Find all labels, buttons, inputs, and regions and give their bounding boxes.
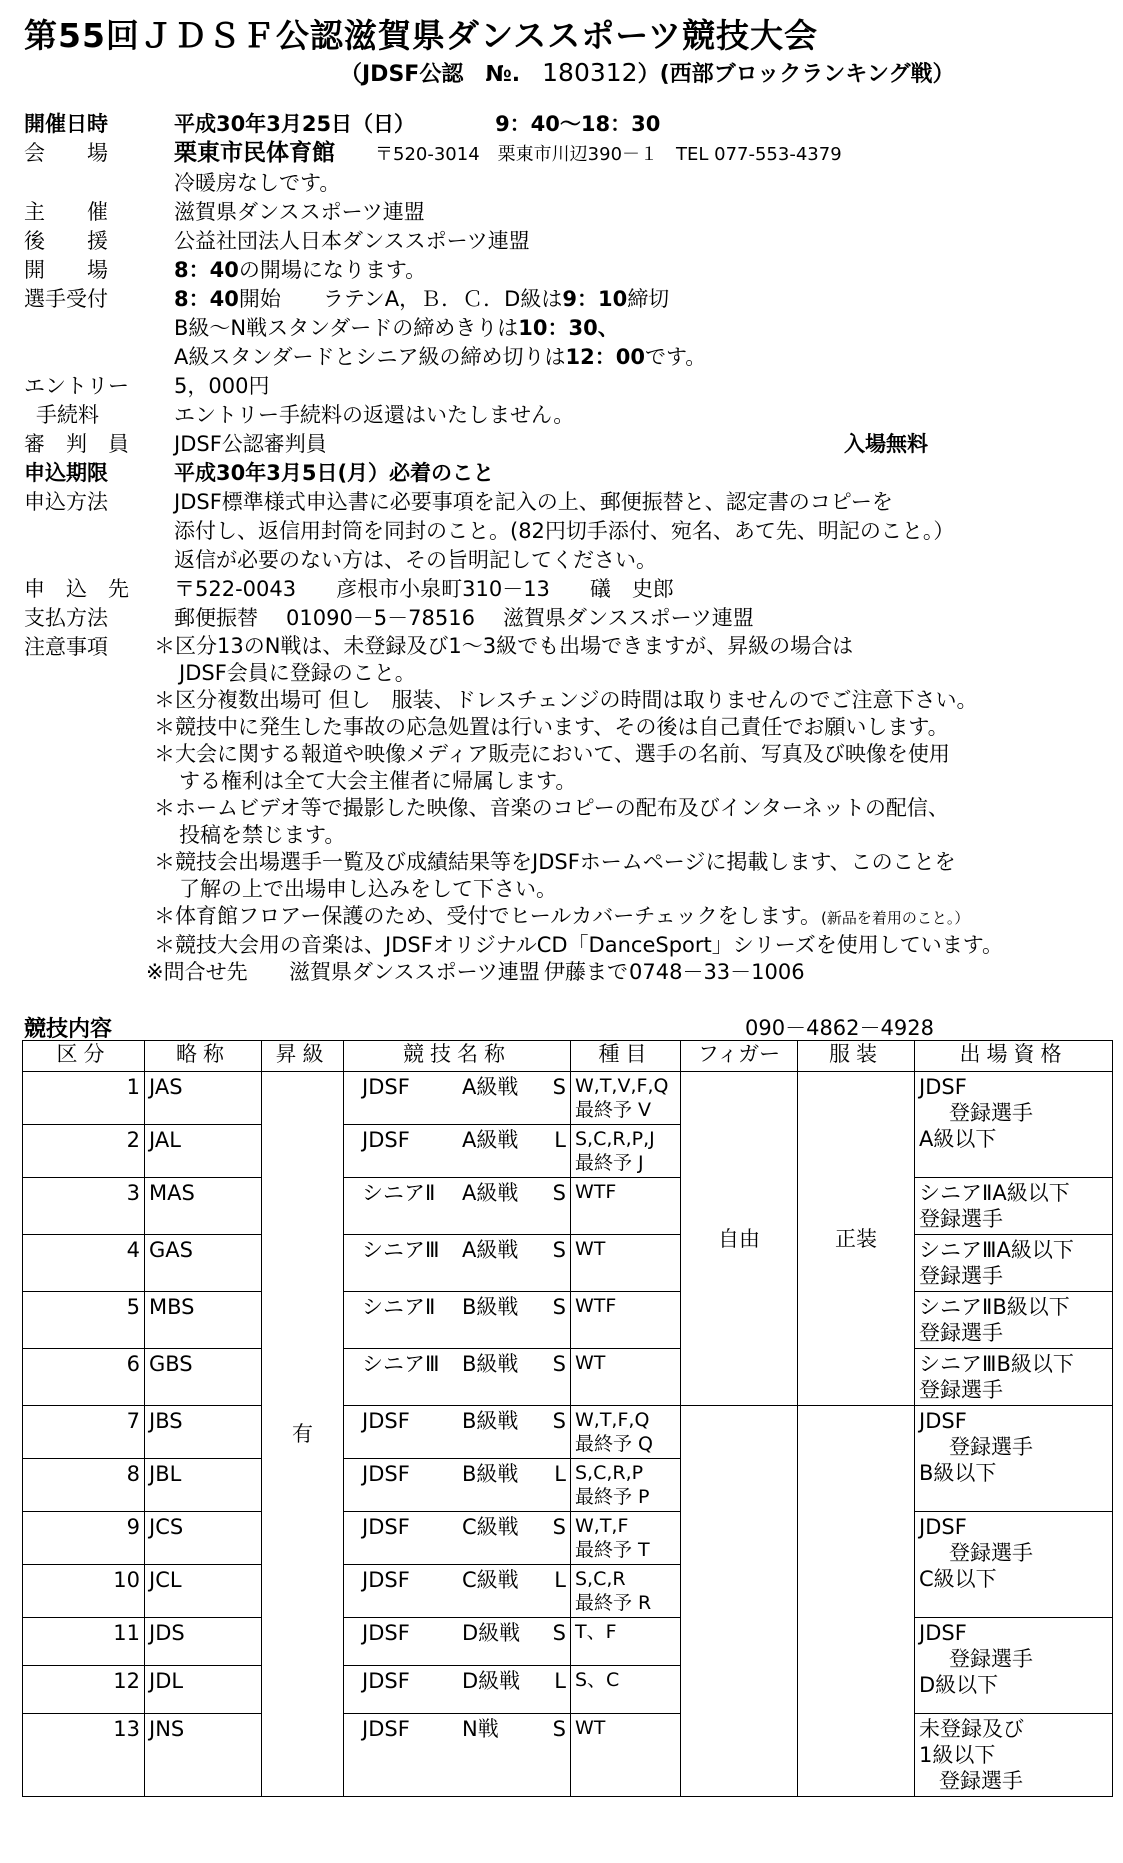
note-continuation: する権利は全て大会主催者に帰属します。 — [179, 769, 577, 793]
event-org: JDSF — [362, 1568, 410, 1592]
column-header: 区分 — [23, 1041, 145, 1072]
method-line1: JDSF標準様式申込書に必要事項を記入の上、郵便振替と、認定書のコピーを — [174, 490, 893, 514]
support-value: 公益社団法人日本ダンススポーツ連盟 — [174, 229, 530, 253]
event-class: D級戦 — [462, 1669, 521, 1693]
column-header: 競技名称 — [344, 1041, 571, 1072]
event-name — [344, 1349, 571, 1406]
event-class: A級戦 — [462, 1128, 519, 1152]
open-time: 8：40 — [174, 258, 239, 282]
dances-cell — [571, 1072, 681, 1125]
event-org: シニアⅢ — [362, 1238, 440, 1262]
qualification-line: シニアⅢA級以下 — [919, 1238, 1074, 1262]
event-org: JDSF — [362, 1462, 410, 1486]
dances-cell — [571, 1618, 681, 1666]
event-style: S — [552, 1717, 566, 1741]
qualification-line: 登録選手 — [919, 1264, 1003, 1288]
method-line3: 返信が必要のない方は、その旨明記してください。 — [174, 548, 657, 572]
event-style: L — [554, 1128, 566, 1152]
abbreviation: GBS — [145, 1349, 262, 1406]
entry-fee: 5，000円 — [174, 374, 270, 398]
qualification-line: 1級以下 — [919, 1743, 996, 1767]
figure-cell-blank — [681, 1406, 798, 1797]
event-class: C級戦 — [462, 1515, 519, 1539]
qualification-line: 登録選手 — [919, 1207, 1003, 1231]
qualification-line: B級以下 — [919, 1461, 997, 1485]
judge-row — [24, 430, 1114, 459]
deadline-label: 申込期限 — [24, 461, 108, 485]
abbreviation: JCS — [145, 1512, 262, 1565]
section-title: 競技内容 — [24, 1017, 113, 1042]
address-label: 申 込 先 — [24, 577, 129, 601]
dances: WT — [575, 1717, 606, 1739]
qualification-line: 未登録及び — [919, 1717, 1024, 1741]
dances-cell — [571, 1406, 681, 1459]
reception-label: 選手受付 — [24, 287, 108, 311]
payment-name: 滋賀県ダンススポーツ連盟 — [502, 606, 754, 630]
support-row — [24, 227, 1114, 256]
dances: WT — [575, 1352, 606, 1374]
address-zip: 〒522-0043 — [174, 577, 297, 601]
final-dance: 最終予 R — [575, 1592, 652, 1614]
notes-row — [24, 633, 1114, 986]
qualification-line: 登録選手 — [949, 1647, 1033, 1671]
note-item — [154, 633, 1114, 660]
note-item — [154, 795, 1114, 822]
deadline-value: 平成30年3月5日(月）必着のこと — [174, 461, 495, 485]
note-item — [154, 714, 1114, 741]
column-header: フィガー — [681, 1041, 798, 1072]
event-org: JDSF — [362, 1128, 410, 1152]
table-row — [23, 1072, 1113, 1125]
venue-note: 冷暖房なしです。 — [174, 171, 341, 195]
dances: S、C — [575, 1669, 620, 1691]
dances-cell — [571, 1292, 681, 1349]
column-header: 種目 — [571, 1041, 681, 1072]
event-class: A級戦 — [462, 1181, 519, 1205]
entry-sub-label: 手続料 — [36, 403, 99, 427]
dances: W,T,F,Q — [575, 1409, 650, 1431]
method-row — [24, 488, 1114, 517]
dances: S,C,R,P,J — [575, 1128, 655, 1150]
note-text: ＊競技会出場選手一覧及び成績結果等をJDSFホームページに掲載します、このことを — [154, 850, 956, 874]
category-number: 7 — [23, 1406, 145, 1459]
contact-row — [146, 959, 1114, 986]
reception-line2-text: B級～N戦スタンダードの締めきりは — [174, 316, 519, 340]
host-value: 滋賀県ダンススポーツ連盟 — [174, 200, 425, 224]
dances-cell — [571, 1235, 681, 1292]
deadline-row — [24, 459, 1114, 488]
subtitle-prefix: （JDSF公認 №. — [340, 62, 543, 87]
date-value: 平成30年3月25日（日） — [174, 112, 416, 136]
event-name — [344, 1512, 571, 1565]
contact-org: 滋賀県ダンススポーツ連盟 — [289, 960, 540, 984]
event-name — [344, 1565, 571, 1618]
approval-number: 180312 — [542, 58, 638, 87]
qualification-cell — [915, 1512, 1113, 1618]
column-header: 略称 — [145, 1041, 262, 1072]
table-row — [23, 1178, 1113, 1235]
event-style: L — [554, 1462, 566, 1486]
dances-cell — [571, 1512, 681, 1565]
final-dance: 最終予 P — [575, 1486, 650, 1508]
abbreviation: JBL — [145, 1459, 262, 1512]
qualification-cell — [915, 1235, 1113, 1292]
note-text: ＊体育館フロアー保護のため、受付でヒールカバーチェックをします。 — [154, 904, 821, 928]
note-text: ＊競技大会用の音楽は、JDSFオリジナルCD「DanceSport」シリーズを使用しています。 — [154, 933, 1004, 957]
qualification-cell — [915, 1618, 1113, 1714]
event-org: JDSF — [362, 1717, 410, 1741]
abbreviation: JDL — [145, 1666, 262, 1714]
event-class: B級戦 — [462, 1352, 519, 1376]
table-row — [23, 1512, 1113, 1565]
qualification-line: シニアⅡB級以下 — [919, 1295, 1070, 1319]
note-continuation: 投稿を禁じます。 — [179, 823, 346, 847]
event-style: S — [552, 1352, 566, 1376]
event-name — [344, 1406, 571, 1459]
abbreviation: JAS — [145, 1072, 262, 1125]
payment-row — [24, 604, 1114, 633]
subtitle-suffix: ）(西部ブロックランキング戦） — [637, 62, 955, 87]
abbreviation: MAS — [145, 1178, 262, 1235]
judge-value: JDSF公認審判員 — [174, 432, 327, 456]
category-number: 9 — [23, 1512, 145, 1565]
dances-cell — [571, 1459, 681, 1512]
qualification-line: C級以下 — [919, 1567, 997, 1591]
event-org: JDSF — [362, 1515, 410, 1539]
event-name — [344, 1459, 571, 1512]
event-class: C級戦 — [462, 1568, 519, 1592]
qualification-line: 登録選手 — [949, 1435, 1033, 1459]
dances: S,C,R — [575, 1568, 626, 1590]
reception-line1-end: 締切 — [627, 287, 670, 311]
method-line2: 添付し、返信用封筒を同封のこと。(82円切手添付、宛名、あて先、明記のこと。） — [174, 519, 955, 543]
dances-cell — [571, 1714, 681, 1797]
event-style: S — [552, 1621, 566, 1645]
final-dance: 最終予 Q — [575, 1433, 653, 1455]
column-header: 服装 — [798, 1041, 915, 1072]
contact-prefix: ※問合せ先 — [146, 960, 248, 984]
note-text: ＊大会に関する報道や映像メディア販売において、選手の名前、写真及び映像を使用 — [154, 742, 950, 766]
reception-standard-deadline: 10：30、 — [518, 316, 619, 340]
qualification-line: シニアⅢB級以下 — [919, 1352, 1074, 1376]
note-item — [154, 903, 1114, 932]
entry-label: エントリー — [24, 374, 129, 398]
dances: S,C,R,P — [575, 1462, 644, 1484]
venue-row — [24, 139, 1114, 169]
promotion-cell: 有 — [262, 1072, 344, 1797]
event-name — [344, 1292, 571, 1349]
qualification-cell — [915, 1349, 1113, 1406]
page-subtitle — [340, 57, 955, 88]
table-row — [23, 1406, 1113, 1459]
final-dance: 最終予 V — [575, 1099, 652, 1121]
dances: T、F — [575, 1621, 617, 1643]
qualification-line: 登録選手 — [949, 1101, 1033, 1125]
note-item — [154, 687, 1114, 714]
event-class: A級戦 — [462, 1238, 519, 1262]
qualification-line: 登録選手 — [919, 1321, 1003, 1345]
category-number: 13 — [23, 1714, 145, 1797]
host-row — [24, 198, 1114, 227]
note-text: ＊ホームビデオ等で撮影した映像、音楽のコピーの配布及びインターネットの配信、 — [154, 796, 949, 820]
note-text: ＊区分13のN戦は、未登録及び1～3級でも出場できますが、昇級の場合は — [154, 634, 854, 658]
abbreviation: JBS — [145, 1406, 262, 1459]
qualification-line: D級以下 — [919, 1673, 999, 1697]
method-label: 申込方法 — [24, 490, 108, 514]
final-dance: 最終予 T — [575, 1539, 650, 1561]
category-number: 3 — [23, 1178, 145, 1235]
dances: W,T,V,F,Q — [575, 1075, 669, 1097]
competition-table — [22, 1040, 1113, 1797]
event-name — [344, 1666, 571, 1714]
dances-cell — [571, 1565, 681, 1618]
venue-label: 会 場 — [24, 141, 108, 165]
qualification-line: シニアⅡA級以下 — [919, 1181, 1070, 1205]
figure-cell: 自由 — [681, 1072, 798, 1406]
event-class: D級戦 — [462, 1621, 521, 1645]
qualification-line: 登録選手 — [939, 1769, 1023, 1793]
category-number: 1 — [23, 1072, 145, 1125]
notes-label: 注意事項 — [24, 635, 108, 659]
note-item — [154, 741, 1114, 768]
category-number: 2 — [23, 1125, 145, 1178]
event-class: N戦 — [462, 1717, 499, 1741]
category-number: 10 — [23, 1565, 145, 1618]
reception-line1-text: 開始 ラテンA，Ｂ．Ｃ．D級は — [238, 287, 563, 311]
event-org: シニアⅡ — [362, 1181, 436, 1205]
reception-latin-deadline: 9：10 — [562, 287, 628, 311]
category-number: 11 — [23, 1618, 145, 1666]
event-org: シニアⅢ — [362, 1352, 440, 1376]
table-row — [23, 1349, 1113, 1406]
entry-row — [24, 372, 1114, 401]
page-title: 第55回ＪＤＳＦ公認滋賀県ダンススポーツ競技大会 — [24, 16, 818, 55]
venue-name: 栗東市民体育館 — [174, 140, 335, 166]
final-dance: 最終予 J — [575, 1152, 644, 1174]
event-org: JDSF — [362, 1075, 410, 1099]
reception-a-deadline: 12：00 — [565, 345, 645, 369]
payment-type: 郵便振替 — [174, 606, 258, 630]
event-class: B級戦 — [462, 1462, 519, 1486]
event-style: S — [552, 1409, 566, 1433]
dances-cell — [571, 1178, 681, 1235]
event-style: L — [554, 1669, 566, 1693]
event-style: S — [552, 1181, 566, 1205]
event-style: S — [552, 1515, 566, 1539]
open-row — [24, 256, 1114, 285]
qualification-cell — [915, 1292, 1113, 1349]
judge-label: 審 判 員 — [24, 432, 129, 456]
reception-row — [24, 285, 1114, 314]
time-value: 9：40～18：30 — [495, 112, 661, 136]
qualification-cell — [915, 1714, 1113, 1797]
dances: W,T,F — [575, 1515, 629, 1537]
address-name: 礒 史郎 — [589, 577, 674, 601]
qualification-line: 登録選手 — [919, 1378, 1003, 1402]
event-class: B級戦 — [462, 1409, 519, 1433]
payment-account: 01090－5－78516 — [286, 606, 475, 630]
column-header: 出場資格 — [915, 1041, 1113, 1072]
event-style: L — [554, 1568, 566, 1592]
qualification-line: JDSF — [919, 1515, 967, 1539]
admission-free: 入場無料 — [844, 432, 928, 456]
open-label: 開 場 — [24, 258, 108, 282]
event-name — [344, 1178, 571, 1235]
table-row — [23, 1714, 1113, 1797]
qualification-line: JDSF — [919, 1409, 967, 1433]
qualification-cell — [915, 1406, 1113, 1512]
column-header: 昇級 — [262, 1041, 344, 1072]
note-text: ＊競技中に発生した事故の応急処置は行います、その後は自己責任でお願いします。 — [154, 715, 949, 739]
note-small-text: (新品を着用のこと。） — [820, 909, 970, 927]
dances: WT — [575, 1238, 606, 1260]
event-name — [344, 1618, 571, 1666]
event-name — [344, 1714, 571, 1797]
table-row — [23, 1235, 1113, 1292]
abbreviation: JCL — [145, 1565, 262, 1618]
address-value: 彦根市小泉町310－13 — [336, 577, 550, 601]
payment-label: 支払方法 — [24, 606, 108, 630]
contact-person: 伊藤まで — [544, 960, 628, 984]
note-item — [154, 932, 1114, 959]
note-continuation: 了解の上で出場申し込みをして下さい。 — [179, 877, 557, 901]
event-name — [344, 1125, 571, 1178]
qualification-cell — [915, 1072, 1113, 1178]
reception-line3-end: です。 — [644, 345, 707, 369]
reception-start-time: 8：40 — [174, 287, 239, 311]
event-style: S — [552, 1238, 566, 1262]
dances-cell — [571, 1349, 681, 1406]
abbreviation: JAL — [145, 1125, 262, 1178]
abbreviation: JNS — [145, 1714, 262, 1797]
host-label: 主 催 — [24, 200, 108, 224]
notes-list — [146, 633, 1114, 986]
open-text: の開場になります。 — [238, 258, 427, 282]
abbreviation: MBS — [145, 1292, 262, 1349]
event-org: シニアⅡ — [362, 1295, 436, 1319]
abbreviation: GAS — [145, 1235, 262, 1292]
event-name — [344, 1235, 571, 1292]
qualification-line: JDSF — [919, 1621, 967, 1645]
table-row — [23, 1618, 1113, 1666]
contact-tel2: 090－4862－4928 — [745, 1016, 934, 1040]
event-org: JDSF — [362, 1409, 410, 1433]
address-row — [24, 575, 1114, 604]
event-org: JDSF — [362, 1669, 410, 1693]
table-header — [23, 1041, 1113, 1072]
reception-line3-text: A級スタンダードとシニア級の締め切りは — [174, 345, 566, 369]
dress-cell: 正装 — [798, 1072, 915, 1406]
note-item — [154, 849, 1114, 876]
event-style: S — [552, 1295, 566, 1319]
category-number: 8 — [23, 1459, 145, 1512]
event-name — [344, 1072, 571, 1125]
category-number: 6 — [23, 1349, 145, 1406]
event-org: JDSF — [362, 1621, 410, 1645]
qualification-line: JDSF — [919, 1075, 967, 1099]
category-number: 4 — [23, 1235, 145, 1292]
entry-note: エントリー手続料の返還はいたしません。 — [174, 403, 575, 427]
abbreviation: JDS — [145, 1618, 262, 1666]
note-continuation: JDSF会員に登録のこと。 — [179, 661, 416, 685]
event-class: A級戦 — [462, 1075, 519, 1099]
dress-cell-blank — [798, 1406, 915, 1797]
dances: WTF — [575, 1295, 617, 1317]
venue-address: 〒520-3014 栗東市川辺390－１ TEL 077-553-4379 — [375, 144, 842, 165]
qualification-line: A級以下 — [919, 1127, 997, 1151]
support-label: 後 援 — [24, 229, 108, 253]
dances-cell — [571, 1125, 681, 1178]
event-info — [24, 110, 1114, 986]
qualification-cell — [915, 1178, 1113, 1235]
dances-cell — [571, 1666, 681, 1714]
date-label: 開催日時 — [24, 112, 108, 136]
contact-tel1: 0748－33－1006 — [629, 960, 805, 984]
event-style: S — [552, 1075, 566, 1099]
note-text: ＊区分複数出場可 但し 服装、ドレスチェンジの時間は取りませんのでご注意下さい。 — [154, 688, 978, 712]
qualification-line: 登録選手 — [949, 1541, 1033, 1565]
category-number: 5 — [23, 1292, 145, 1349]
dances: WTF — [575, 1181, 617, 1203]
table-row — [23, 1292, 1113, 1349]
category-number: 12 — [23, 1666, 145, 1714]
date-row — [24, 110, 1114, 139]
event-class: B級戦 — [462, 1295, 519, 1319]
